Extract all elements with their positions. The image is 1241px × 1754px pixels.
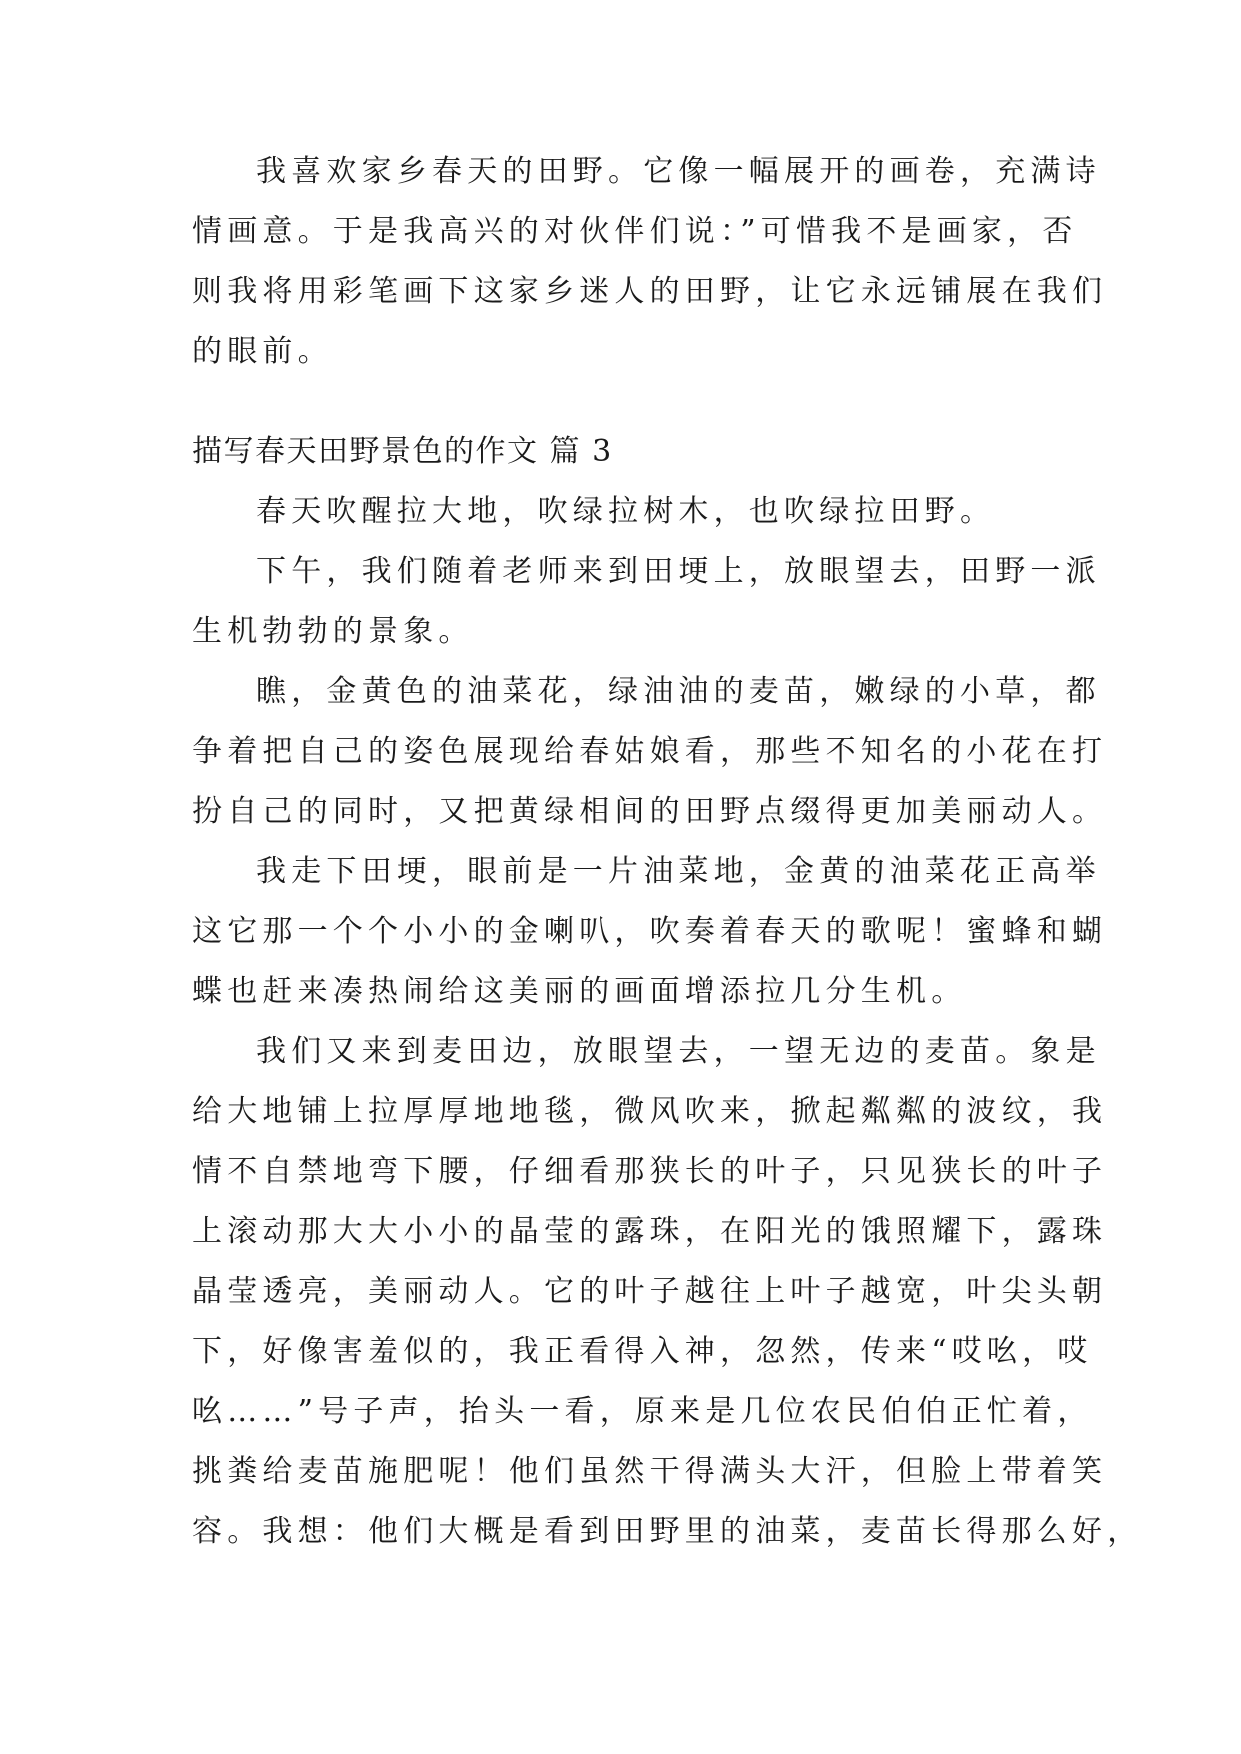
paragraph-line: 我走下田埂，眼前是一片油菜地，金黄的油菜花正高举 [256,854,1101,889]
paragraph-line: 则我将用彩笔画下这家乡迷人的田野，让它永远铺展在我们 [192,274,1108,309]
paragraph-line: 容。我想：他们大概是看到田野里的油菜，麦苗长得那么好， [192,1514,1143,1549]
paragraph-line: 给大地铺上拉厚厚地地毯，微风吹来，掀起粼粼的波纹，我 [192,1094,1108,1129]
section-title: 描写春天田野景色的作文 篇 3 [192,434,613,469]
paragraph-line: 春天吹醒拉大地，吹绿拉树木，也吹绿拉田野。 [256,494,996,529]
paragraph-line: 的眼前。 [192,334,333,369]
paragraph-line: 生机勃勃的景象。 [192,614,474,649]
paragraph-line: 晶莹透亮，美丽动人。它的叶子越往上叶子越宽，叶尖头朝 [192,1274,1108,1309]
paragraph-line: 争着把自己的姿色展现给春姑娘看，那些不知名的小花在打 [192,734,1108,769]
paragraph-line: 我喜欢家乡春天的田野。它像一幅展开的画卷，充满诗 [256,154,1101,189]
paragraph-line: 我们又来到麦田边，放眼望去，一望无边的麦苗。象是 [256,1034,1101,1069]
paragraph-line: 挑粪给麦苗施肥呢！他们虽然干得满头大汗，但脸上带着笑 [192,1454,1108,1489]
paragraph-line: 上滚动那大大小小的晶莹的露珠，在阳光的饿照耀下，露珠 [192,1214,1108,1249]
paragraph-line: 这它那一个个小小的金喇叭，吹奏着春天的歌呢！蜜蜂和蝴 [192,914,1108,949]
paragraph-line: 情不自禁地弯下腰，仔细看那狭长的叶子，只见狭长的叶子 [192,1154,1108,1189]
paragraph-line: 下午，我们随着老师来到田埂上，放眼望去，田野一派 [256,554,1101,589]
paragraph-line: 情画意。于是我高兴的对伙伴们说：”可惜我不是画家，否 [192,214,1078,249]
paragraph-line: 蝶也赶来凑热闹给这美丽的画面增添拉几分生机。 [192,974,967,1009]
paragraph-line: 扮自己的同时，又把黄绿相间的田野点缀得更加美丽动人。 [192,794,1108,829]
paragraph-line: 瞧，金黄色的油菜花，绿油油的麦苗，嫩绿的小草，都 [256,674,1101,709]
paragraph-line: 吆……”号子声，抬头一看，原来是几位农民伯伯正忙着， [192,1394,1093,1429]
paragraph-line: 下，好像害羞似的，我正看得入神，忽然，传来“哎吆，哎 [192,1334,1093,1369]
